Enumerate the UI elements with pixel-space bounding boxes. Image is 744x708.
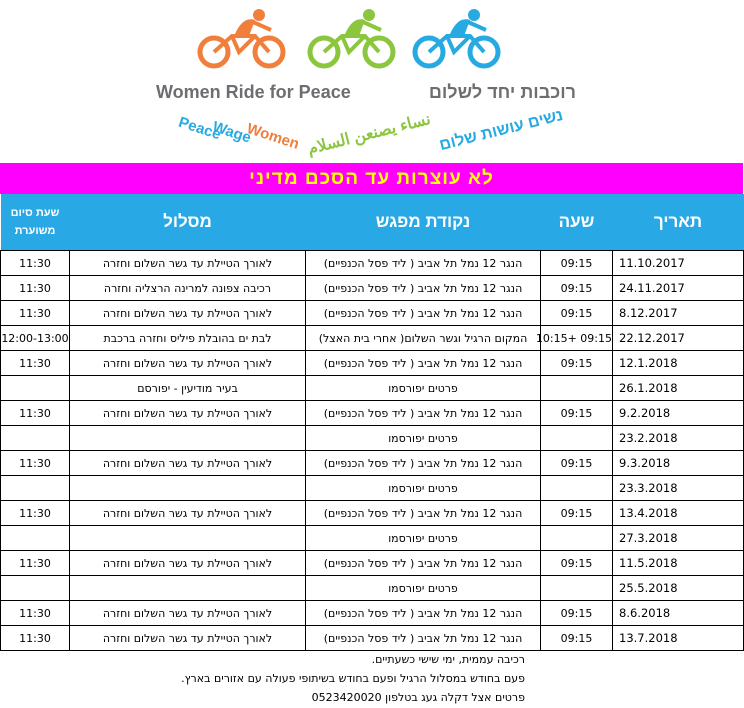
slogan-english-peace: Peace [176,113,223,144]
cell-end-time: 11:30 [1,301,70,326]
cell-date: 9.3.2018 [613,451,744,476]
table-row [1,551,744,576]
cyclist-green-icon [307,6,397,70]
cell-date: 9.2.2018 [613,401,744,426]
table-row [1,376,744,401]
cell-date: 8.12.2017 [613,301,744,326]
cell-end-time [1,526,70,551]
cell-meeting-point: הנגר 12 נמל תל אביב ( ליד פסל הכנפיים) [306,451,541,476]
cell-time: 09:15 [541,551,613,576]
cell-meeting-point: פרטים יפורסמו [306,376,541,401]
cell-date: 23.3.2018 [613,476,744,501]
header-date: תאריך [613,194,744,251]
footer-line-2: פעם בחודש במסלול הרגיל ופעם בחודש בשיתופי פעולה עם אזורים בארץ. [181,672,525,685]
cell-route: לבת ים בהובלת פיליס וחזרה ברכבת [70,326,306,351]
cell-time: 09:15 +10:15 [541,326,613,351]
table-row [1,576,744,601]
cell-date: 11.5.2018 [613,551,744,576]
header-end-time [1,194,70,251]
cell-time: 09:15 [541,301,613,326]
cell-date: 22.12.2017 [613,326,744,351]
cell-time: 09:15 [541,626,613,651]
slogan-hebrew: נשים עושות שלום [437,106,565,155]
cell-route: לאורך הטיילת עד גשר השלום וחזרה [70,451,306,476]
cell-date: 26.1.2018 [613,376,744,401]
banner [0,163,743,194]
wordmark-hebrew: רוכבות יחד לשלום [428,82,576,102]
slogan-english-wage: Wage [210,118,254,147]
logo [0,0,743,163]
cell-route [70,476,306,501]
cell-date: 8.6.2018 [613,601,744,626]
header-time: שעה [541,194,613,251]
cell-route: לאורך הטיילת עד גשר השלום וחזרה [70,501,306,526]
cell-end-time [1,376,70,401]
cell-end-time: 11:30 [1,401,70,426]
cell-meeting-point: הנגר 12 נמל תל אביב ( ליד פסל הכנפיים) [306,626,541,651]
cell-meeting-point: הנגר 12 נמל תל אביב ( ליד פסל הכנפיים) [306,551,541,576]
cell-date: 12.1.2018 [613,351,744,376]
slogan-arabic: نساء يصنعن السلام [305,110,433,158]
wordmark [156,80,576,108]
table-row [1,526,744,551]
cell-meeting-point: הנגר 12 נמל תל אביב ( ליד פסל הכנפיים) [306,351,541,376]
cell-end-time [1,426,70,451]
cell-date: 11.10.2017 [613,251,744,276]
cell-end-time: 11:30 [1,251,70,276]
cell-end-time: 11:30 [1,626,70,651]
cell-time [541,476,613,501]
cell-route: לאורך הטיילת עד גשר השלום וחזרה [70,401,306,426]
cell-meeting-point: פרטים יפורסמו [306,426,541,451]
cell-meeting-point: הנגר 12 נמל תל אביב ( ליד פסל הכנפיים) [306,401,541,426]
cell-meeting-point: הנגר 12 נמל תל אביב ( ליד פסל הכנפיים) [306,251,541,276]
cell-time [541,426,613,451]
cell-end-time [1,576,70,601]
cell-date: 27.3.2018 [613,526,744,551]
footer-line-3: פרטים אצל דקלה געג בטלפון 0523420020 [311,691,525,704]
cell-time: 09:15 [541,401,613,426]
cell-route: לאורך הטיילת עד גשר השלום וחזרה [70,301,306,326]
cell-route: בעיר מודיעין - יפורסם [70,376,306,401]
footer-notes [181,650,525,707]
cell-end-time: 11:30 [1,351,70,376]
cell-time: 09:15 [541,451,613,476]
cell-time [541,576,613,601]
table-row [1,426,744,451]
table-row [1,351,744,376]
cell-time [541,376,613,401]
cell-meeting-point: פרטים יפורסמו [306,526,541,551]
cell-route: לאורך הטיילת עד גשר השלום וחזרה [70,626,306,651]
cell-route [70,526,306,551]
cell-route: לאורך הטיילת עד גשר השלום וחזרה [70,601,306,626]
header-end-time-line2: משוערת [14,225,56,237]
table-row [1,401,744,426]
cell-date: 13.4.2018 [613,501,744,526]
cell-route [70,576,306,601]
table-header-row [1,194,744,251]
cell-date: 25.5.2018 [613,576,744,601]
cyclist-blue-icon [412,6,502,70]
cell-time: 09:15 [541,276,613,301]
cell-date: 23.2.2018 [613,426,744,451]
header-end-time-line1: שעת סיום [10,207,60,219]
cell-time [541,526,613,551]
cell-end-time: 11:30 [1,451,70,476]
cell-date: 24.11.2017 [613,276,744,301]
cell-end-time: 11:30 [1,276,70,301]
cell-meeting-point: המקום הרגיל וגשר השלום( אחרי בית האצל) [306,326,541,351]
cyclist-orange-icon [197,6,287,70]
cell-end-time: 11:30 [1,501,70,526]
slogan-english-women: Women [244,120,302,153]
cell-end-time: 11:30 [1,601,70,626]
cell-route: רכיבה צפונה למרינה הרצליה וחזרה [70,276,306,301]
cell-route: לאורך הטיילת עד גשר השלום וחזרה [70,551,306,576]
cell-time: 09:15 [541,351,613,376]
cell-time: 09:15 [541,501,613,526]
cell-end-time: 12:00-13:00 [1,326,70,351]
cell-meeting-point: פרטים יפורסמו [306,576,541,601]
table-row [1,251,744,276]
footer-line-1: רכיבה עממית, ימי שישי כשעתיים. [371,653,525,666]
table-row [1,301,744,326]
table-row [1,601,744,626]
cell-meeting-point: הנגר 12 נמל תל אביב ( ליד פסל הכנפיים) [306,501,541,526]
banner-title: לא עוצרות עד הסכם מדיני [249,167,494,189]
cell-meeting-point: הנגר 12 נמל תל אביב ( ליד פסל הכנפיים) [306,601,541,626]
header-meeting-point: נקודת מפגש [306,194,541,251]
schedule-table [0,194,744,651]
wordmark-english: Women Ride for Peace [156,82,351,102]
cell-route: לאורך הטיילת עד גשר השלום וחזרה [70,251,306,276]
cell-route: לאורך הטיילת עד גשר השלום וחזרה [70,351,306,376]
table-row [1,451,744,476]
cell-meeting-point: הנגר 12 נמל תל אביב ( ליד פסל הכנפיים) [306,301,541,326]
table-row [1,276,744,301]
table-row [1,626,744,651]
cell-meeting-point: פרטים יפורסמו [306,476,541,501]
table-row [1,476,744,501]
cell-meeting-point: הנגר 12 נמל תל אביב ( ליד פסל הכנפיים) [306,276,541,301]
cell-date: 13.7.2018 [613,626,744,651]
cell-time: 09:15 [541,251,613,276]
header-route: מסלול [70,194,306,251]
cell-end-time [1,476,70,501]
table-row [1,326,744,351]
table-row [1,501,744,526]
cell-time: 09:15 [541,601,613,626]
cell-end-time: 11:30 [1,551,70,576]
cell-route [70,426,306,451]
